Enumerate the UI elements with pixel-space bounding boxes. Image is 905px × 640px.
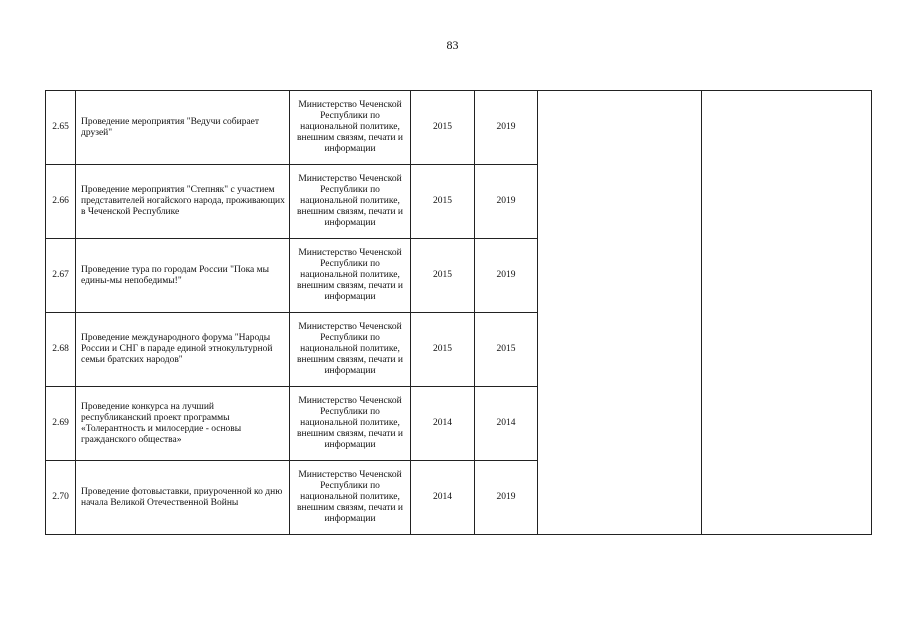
executor-name: Министерство Чеченской Республики по национальной политике, внешним связям, печати и информации bbox=[290, 239, 411, 313]
row-number: 2.69 bbox=[46, 387, 76, 461]
end-year: 2019 bbox=[475, 461, 538, 535]
row-number: 2.67 bbox=[46, 239, 76, 313]
table-row bbox=[46, 91, 872, 165]
executor-name: Министерство Чеченской Республики по национальной политике, внешним связям, печати и информации bbox=[290, 387, 411, 461]
executor-name: Министерство Чеченской Республики по национальной политике, внешним связям, печати и информации bbox=[290, 91, 411, 165]
executor-name: Министерство Чеченской Республики по национальной политике, внешним связям, печати и информации bbox=[290, 165, 411, 239]
empty-cell bbox=[702, 387, 872, 461]
activity-name: Проведение тура по городам России "Пока мы едины-мы непобедимы!" bbox=[76, 239, 290, 313]
table-row bbox=[46, 165, 872, 239]
empty-cell bbox=[702, 91, 872, 165]
start-year: 2014 bbox=[411, 387, 475, 461]
activity-name: Проведение конкурса на лучший республиканский проект программы «Толерантность и милосердие - основы гражданского общества» bbox=[76, 387, 290, 461]
executor-name: Министерство Чеченской Республики по национальной политике, внешним связям, печати и информации bbox=[290, 313, 411, 387]
end-year: 2019 bbox=[475, 165, 538, 239]
activity-name: Проведение мероприятия "Ведучи собирает друзей" bbox=[76, 91, 290, 165]
end-year: 2015 bbox=[475, 313, 538, 387]
empty-cell bbox=[538, 313, 702, 387]
table-row bbox=[46, 387, 872, 461]
program-activities-table bbox=[45, 90, 872, 535]
start-year: 2015 bbox=[411, 91, 475, 165]
start-year: 2015 bbox=[411, 165, 475, 239]
empty-cell bbox=[702, 313, 872, 387]
activity-name: Проведение мероприятия "Степняк" с участием представителей ногайского народа, проживающих в Чеченской Республике bbox=[76, 165, 290, 239]
activity-name: Проведение фотовыставки, приуроченной ко дню начала Великой Отечественной Войны bbox=[76, 461, 290, 535]
end-year: 2019 bbox=[475, 239, 538, 313]
empty-cell bbox=[702, 461, 872, 535]
start-year: 2015 bbox=[411, 239, 475, 313]
activity-name: Проведение международного форума "Народы России и СНГ в параде единой этнокультурной семьи братских народов" bbox=[76, 313, 290, 387]
end-year: 2019 bbox=[475, 91, 538, 165]
row-number: 2.66 bbox=[46, 165, 76, 239]
empty-cell bbox=[538, 461, 702, 535]
empty-cell bbox=[702, 239, 872, 313]
row-number: 2.68 bbox=[46, 313, 76, 387]
start-year: 2015 bbox=[411, 313, 475, 387]
page-number: 83 bbox=[446, 38, 459, 52]
table-row bbox=[46, 313, 872, 387]
executor-name: Министерство Чеченской Республики по национальной политике, внешним связям, печати и информации bbox=[290, 461, 411, 535]
row-number: 2.65 bbox=[46, 91, 76, 165]
empty-cell bbox=[538, 165, 702, 239]
empty-cell bbox=[538, 91, 702, 165]
table-row bbox=[46, 461, 872, 535]
empty-cell bbox=[538, 387, 702, 461]
empty-cell bbox=[702, 165, 872, 239]
empty-cell bbox=[538, 239, 702, 313]
start-year: 2014 bbox=[411, 461, 475, 535]
table-row bbox=[46, 239, 872, 313]
end-year: 2014 bbox=[475, 387, 538, 461]
row-number: 2.70 bbox=[46, 461, 76, 535]
